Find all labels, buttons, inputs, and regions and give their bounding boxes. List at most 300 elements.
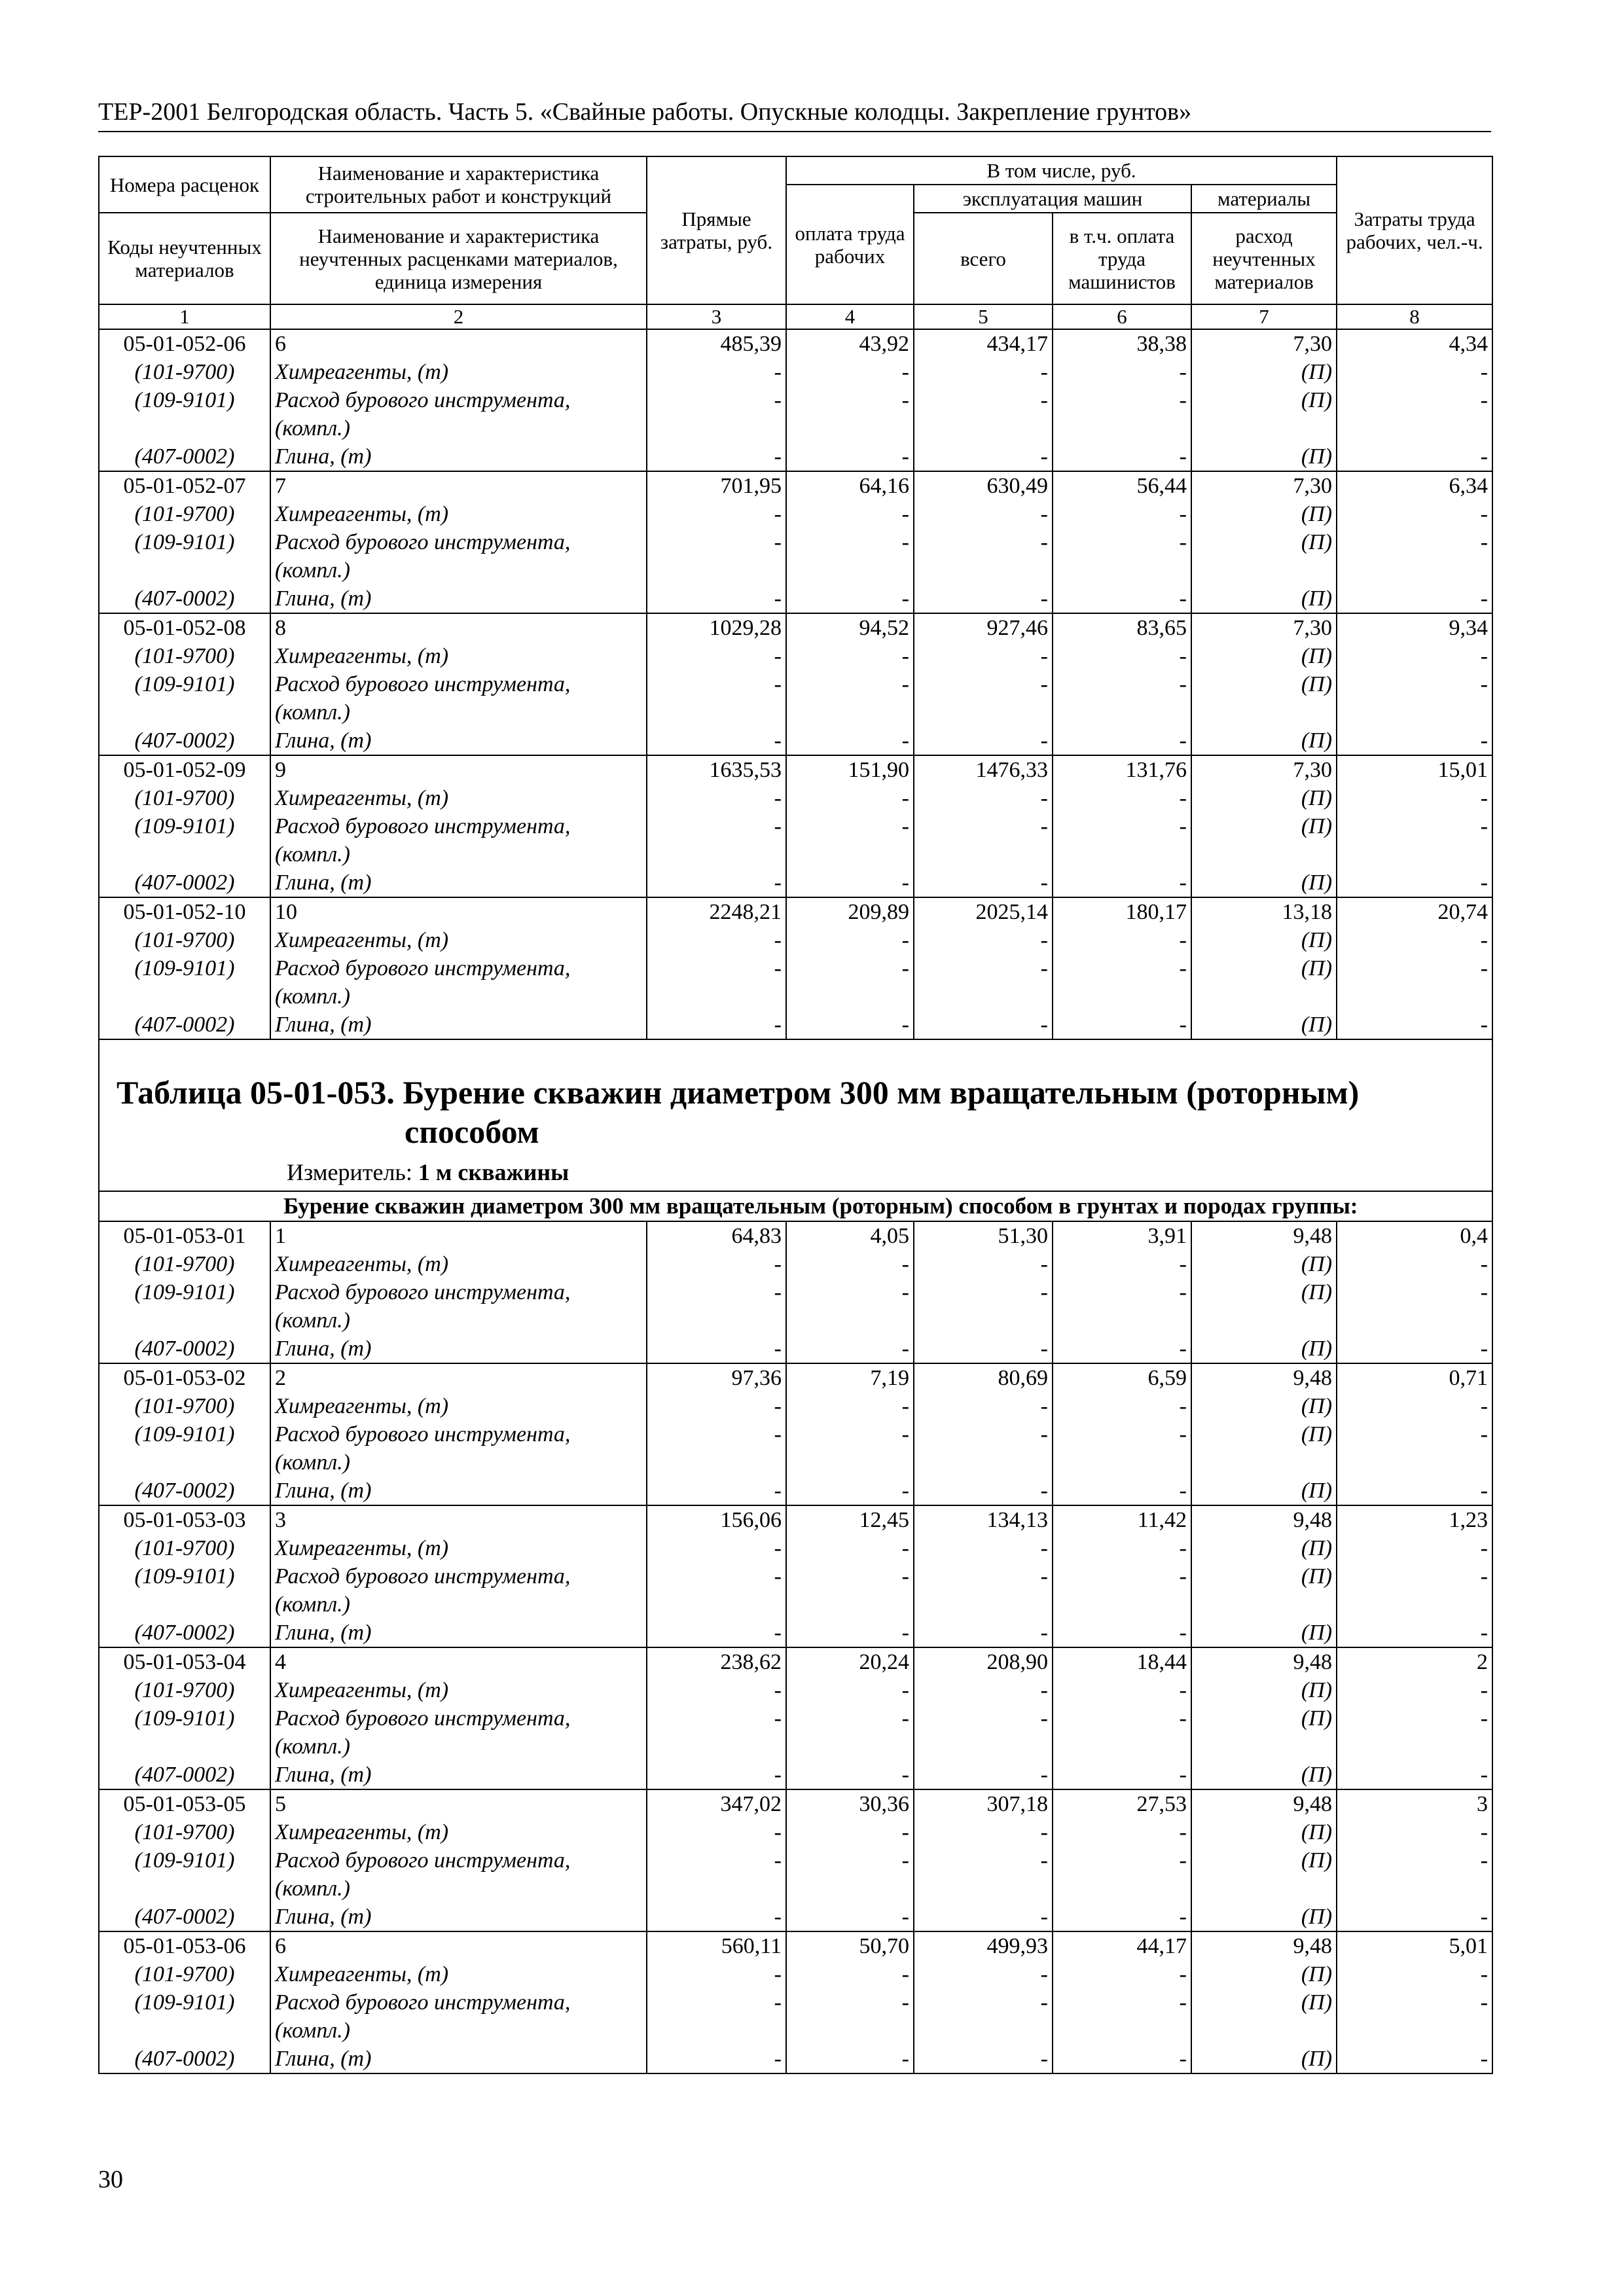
empty-dash: - [1040, 388, 1048, 412]
material-name [270, 1335, 647, 1363]
material-name-line: Химреагенты, (т) [275, 786, 449, 810]
direct-costs [647, 442, 786, 471]
empty-dash: - [774, 2047, 782, 2071]
direct-costs: 1635,53 [647, 755, 786, 784]
direct-costs [647, 528, 786, 584]
material-mark [1191, 869, 1337, 897]
material-row [99, 1676, 1492, 1704]
material-name [270, 869, 647, 897]
empty-dash: - [774, 1536, 782, 1560]
direct-costs [647, 1392, 786, 1420]
material-row [99, 528, 1492, 584]
material-code: (407-0002) [99, 2045, 270, 2073]
empty-dash: - [901, 1678, 909, 1702]
material-name-line: Расход бурового инструмента, [275, 956, 571, 980]
empty-dash: - [901, 1706, 909, 1731]
material-name [270, 642, 647, 670]
column-number: 2 [270, 304, 647, 329]
material-name-line: Химреагенты, (т) [275, 1962, 449, 1986]
empty-dash: - [901, 644, 909, 668]
material-name [270, 386, 647, 442]
machine-total: 2025,14 [914, 897, 1053, 926]
worker-pay: 4,05 [786, 1221, 914, 1250]
material-consumption: 9,48 [1191, 1363, 1337, 1392]
machine-total: 208,90 [914, 1647, 1053, 1676]
direct-costs [647, 1988, 786, 2045]
worker-pay: 7,19 [786, 1363, 914, 1392]
machine-total: 434,17 [914, 329, 1053, 358]
machine-total [914, 1477, 1053, 1505]
operator-pay [1053, 584, 1191, 613]
material-name-line: Химреагенты, (т) [275, 928, 449, 952]
material-name-line: Глина, (т) [275, 728, 372, 753]
material-code: (407-0002) [99, 442, 270, 471]
empty-dash: - [1179, 644, 1187, 668]
material-mark-text: (П) [1301, 1394, 1333, 1418]
material-row [99, 869, 1492, 897]
material-mark [1191, 812, 1337, 869]
operator-pay: 38,38 [1053, 329, 1191, 358]
material-mark-text: (П) [1301, 1678, 1333, 1702]
material-name [270, 1960, 647, 1988]
material-mark-text: (П) [1301, 786, 1333, 810]
empty-dash: - [901, 870, 909, 895]
header-rule [98, 131, 1491, 132]
material-mark-text: (П) [1301, 1962, 1333, 1986]
labor-costs [1337, 812, 1492, 869]
material-row [99, 386, 1492, 442]
labor-costs [1337, 2045, 1492, 2073]
empty-dash: - [1480, 1536, 1489, 1560]
empty-dash: - [1179, 956, 1187, 980]
direct-costs [647, 1676, 786, 1704]
group-title: Бурение скважин диаметром 300 мм вращательным (роторным) способом в грунтах и породах группы: [270, 1191, 1492, 1221]
material-code: (101-9700) [99, 1960, 270, 1988]
operator-pay: 180,17 [1053, 897, 1191, 926]
operator-pay [1053, 1960, 1191, 1988]
empty-dash: - [1480, 1280, 1489, 1304]
operator-pay [1053, 1988, 1191, 2045]
material-consumption: 9,48 [1191, 1221, 1337, 1250]
material-code: (101-9700) [99, 926, 270, 954]
column-number: 6 [1053, 304, 1191, 329]
material-mark [1191, 1960, 1337, 1988]
material-code: (109-9101) [99, 812, 270, 869]
labor-costs [1337, 1250, 1492, 1278]
direct-costs [647, 1562, 786, 1619]
column-number: 1 [99, 304, 270, 329]
material-mark [1191, 1903, 1337, 1931]
empty-dash: - [1480, 502, 1489, 526]
empty-dash: - [774, 1678, 782, 1702]
worker-pay: 50,70 [786, 1931, 914, 1960]
machine-total [914, 1619, 1053, 1647]
empty-dash: - [1040, 1962, 1048, 1986]
labor-costs: 3 [1337, 1789, 1492, 1818]
worker-pay [786, 869, 914, 897]
material-mark [1191, 1420, 1337, 1477]
operator-pay [1053, 1704, 1191, 1761]
machine-total [914, 528, 1053, 584]
rate-code: 05-01-053-04 [99, 1647, 270, 1676]
material-name-line: Глина, (т) [275, 1479, 372, 1503]
material-mark [1191, 584, 1337, 613]
labor-costs [1337, 642, 1492, 670]
empty-dash: - [774, 530, 782, 554]
material-mark [1191, 926, 1337, 954]
material-mark-text: (П) [1301, 1763, 1333, 1787]
material-consumption: 9,48 [1191, 1505, 1337, 1534]
labor-costs [1337, 869, 1492, 897]
empty-dash: - [774, 1706, 782, 1731]
machine-total: 927,46 [914, 613, 1053, 642]
operator-pay [1053, 926, 1191, 954]
material-code: (101-9700) [99, 1250, 270, 1278]
empty-dash: - [1040, 928, 1048, 952]
material-code: (101-9700) [99, 358, 270, 386]
empty-dash: - [1179, 530, 1187, 554]
labor-costs [1337, 386, 1492, 442]
material-mark-text: (П) [1301, 444, 1333, 469]
header-machine-operation: эксплуатация машин [914, 185, 1191, 213]
material-code: (101-9700) [99, 500, 270, 528]
worker-pay [786, 1278, 914, 1335]
material-name-line: (компл.) [275, 700, 350, 725]
material-name-line: (компл.) [275, 2018, 350, 2043]
empty-dash: - [1040, 1536, 1048, 1560]
worker-pay [786, 358, 914, 386]
rate-name: 8 [270, 613, 647, 642]
empty-dash: - [1040, 1621, 1048, 1645]
labor-costs [1337, 1704, 1492, 1761]
page-number: 30 [98, 2166, 123, 2193]
material-mark-text: (П) [1301, 1252, 1333, 1276]
material-name [270, 1761, 647, 1789]
machine-total [914, 1278, 1053, 1335]
material-name [270, 1903, 647, 1931]
labor-costs [1337, 926, 1492, 954]
material-name-line: (компл.) [275, 1450, 350, 1475]
rate-code: 05-01-052-08 [99, 613, 270, 642]
empty-dash: - [774, 644, 782, 668]
rate-row [99, 1505, 1492, 1534]
material-row [99, 584, 1492, 613]
empty-dash: - [774, 1479, 782, 1503]
empty-dash: - [1040, 2047, 1048, 2071]
material-mark [1191, 1988, 1337, 2045]
rate-row [99, 1363, 1492, 1392]
operator-pay [1053, 869, 1191, 897]
direct-costs: 238,62 [647, 1647, 786, 1676]
material-name [270, 1704, 647, 1761]
worker-pay [786, 1534, 914, 1562]
worker-pay: 43,92 [786, 329, 914, 358]
empty-dash: - [1040, 672, 1048, 696]
operator-pay [1053, 670, 1191, 726]
material-row [99, 1335, 1492, 1363]
labor-costs [1337, 670, 1492, 726]
direct-costs [647, 1534, 786, 1562]
labor-costs [1337, 584, 1492, 613]
empty-dash: - [1179, 502, 1187, 526]
rate-code: 05-01-053-03 [99, 1505, 270, 1534]
machine-total [914, 1562, 1053, 1619]
material-mark [1191, 1704, 1337, 1761]
material-mark-text: (П) [1301, 1536, 1333, 1560]
material-mark [1191, 1619, 1337, 1647]
header-rates-number: Номера расценок [99, 156, 270, 213]
machine-total: 134,13 [914, 1505, 1053, 1534]
column-number: 3 [647, 304, 786, 329]
operator-pay [1053, 386, 1191, 442]
material-name-line: Глина, (т) [275, 586, 372, 611]
labor-costs: 0,71 [1337, 1363, 1492, 1392]
machine-total [914, 869, 1053, 897]
labor-costs [1337, 1676, 1492, 1704]
empty-dash: - [901, 1990, 909, 2015]
header-labor-costs: Затраты труда рабочих, чел.-ч. [1337, 156, 1492, 304]
direct-costs [647, 726, 786, 755]
empty-dash: - [1040, 502, 1048, 526]
worker-pay: 209,89 [786, 897, 914, 926]
material-name-line: Глина, (т) [275, 2047, 372, 2071]
rate-code: 05-01-053-05 [99, 1789, 270, 1818]
material-code: (109-9101) [99, 670, 270, 726]
material-mark-text: (П) [1301, 870, 1333, 895]
material-mark [1191, 642, 1337, 670]
material-mark-text: (П) [1301, 644, 1333, 668]
material-name-line: (компл.) [275, 1308, 350, 1333]
empty-dash: - [1179, 1905, 1187, 1929]
labor-costs [1337, 1392, 1492, 1420]
material-code: (109-9101) [99, 1562, 270, 1619]
material-consumption: 7,30 [1191, 613, 1337, 642]
machine-total [914, 812, 1053, 869]
material-mark-text: (П) [1301, 814, 1333, 838]
material-name-line: Расход бурового инструмента, [275, 530, 571, 554]
material-name-line: Химреагенты, (т) [275, 1394, 449, 1418]
material-row [99, 358, 1492, 386]
direct-costs: 156,06 [647, 1505, 786, 1534]
material-name-line: Химреагенты, (т) [275, 1252, 449, 1276]
empty-dash: - [1179, 1678, 1187, 1702]
worker-pay [786, 2045, 914, 2073]
operator-pay [1053, 528, 1191, 584]
material-consumption: 7,30 [1191, 755, 1337, 784]
labor-costs [1337, 1818, 1492, 1846]
machine-total [914, 1818, 1053, 1846]
empty-dash: - [774, 1336, 782, 1361]
material-mark [1191, 954, 1337, 1011]
machine-total [914, 1846, 1053, 1903]
labor-costs: 6,34 [1337, 471, 1492, 500]
material-mark-text: (П) [1301, 530, 1333, 554]
machine-total [914, 358, 1053, 386]
operator-pay [1053, 1562, 1191, 1619]
empty-dash: - [1480, 1990, 1489, 2015]
empty-dash: - [774, 388, 782, 412]
empty-dash: - [1480, 672, 1489, 696]
rate-name: 2 [270, 1363, 647, 1392]
material-name-line: Расход бурового инструмента, [275, 672, 571, 696]
material-code: (109-9101) [99, 528, 270, 584]
material-row [99, 442, 1492, 471]
direct-costs [647, 1420, 786, 1477]
material-mark [1191, 1392, 1337, 1420]
material-row [99, 784, 1492, 812]
labor-costs [1337, 1960, 1492, 1988]
material-mark-text: (П) [1301, 1621, 1333, 1645]
operator-pay: 131,76 [1053, 755, 1191, 784]
rate-code: 05-01-053-01 [99, 1221, 270, 1250]
empty-dash: - [774, 1820, 782, 1844]
machine-total [914, 1420, 1053, 1477]
labor-costs [1337, 784, 1492, 812]
direct-costs [647, 812, 786, 869]
empty-dash: - [901, 672, 909, 696]
material-name [270, 584, 647, 613]
material-row [99, 1278, 1492, 1335]
direct-costs: 347,02 [647, 1789, 786, 1818]
machine-total [914, 1676, 1053, 1704]
labor-costs [1337, 1011, 1492, 1039]
material-code: (101-9700) [99, 1818, 270, 1846]
empty-dash: - [774, 1621, 782, 1645]
machine-total [914, 1392, 1053, 1420]
material-row [99, 1420, 1492, 1477]
direct-costs [647, 1011, 786, 1039]
empty-dash: - [1179, 1013, 1187, 1037]
rate-name: 5 [270, 1789, 647, 1818]
empty-dash: - [901, 1536, 909, 1560]
material-name [270, 1278, 647, 1335]
empty-dash: - [1040, 530, 1048, 554]
worker-pay [786, 926, 914, 954]
empty-dash: - [1179, 1763, 1187, 1787]
empty-dash: - [774, 1422, 782, 1446]
empty-dash: - [1480, 1479, 1489, 1503]
empty-dash: - [1480, 870, 1489, 895]
empty-dash: - [1040, 728, 1048, 753]
operator-pay: 83,65 [1053, 613, 1191, 642]
empty-dash: - [774, 1394, 782, 1418]
machine-total [914, 1250, 1053, 1278]
empty-dash: - [1179, 1479, 1187, 1503]
material-code: (407-0002) [99, 1011, 270, 1039]
machine-total [914, 386, 1053, 442]
operator-pay [1053, 812, 1191, 869]
material-name [270, 1846, 647, 1903]
material-code: (101-9700) [99, 1392, 270, 1420]
empty-dash: - [1040, 1706, 1048, 1731]
empty-dash: - [901, 586, 909, 611]
empty-dash: - [1480, 1763, 1489, 1787]
material-mark [1191, 442, 1337, 471]
direct-costs: 2248,21 [647, 897, 786, 926]
material-code: (109-9101) [99, 1988, 270, 2045]
direct-costs: 560,11 [647, 1931, 786, 1960]
empty-dash: - [901, 1280, 909, 1304]
worker-pay: 30,36 [786, 1789, 914, 1818]
empty-dash: - [774, 586, 782, 611]
labor-costs [1337, 1619, 1492, 1647]
empty-dash: - [1040, 1252, 1048, 1276]
material-code: (101-9700) [99, 784, 270, 812]
rate-code: 05-01-052-07 [99, 471, 270, 500]
material-mark-text: (П) [1301, 586, 1333, 611]
material-row [99, 954, 1492, 1011]
operator-pay [1053, 1846, 1191, 1903]
rate-row [99, 613, 1492, 642]
empty-dash: - [1040, 586, 1048, 611]
material-mark-text: (П) [1301, 1336, 1333, 1361]
material-name-line: Расход бурового инструмента, [275, 1706, 571, 1731]
empty-dash: - [1480, 644, 1489, 668]
material-name [270, 1011, 647, 1039]
material-mark [1191, 1761, 1337, 1789]
empty-dash: - [1179, 1990, 1187, 2015]
material-consumption: 9,48 [1191, 1789, 1337, 1818]
material-consumption: 9,48 [1191, 1931, 1337, 1960]
empty-dash: - [1480, 928, 1489, 952]
material-code: (109-9101) [99, 1278, 270, 1335]
rate-name: 3 [270, 1505, 647, 1534]
empty-dash: - [901, 1252, 909, 1276]
empty-dash: - [1480, 728, 1489, 753]
rate-code: 05-01-052-06 [99, 329, 270, 358]
material-row [99, 500, 1492, 528]
material-mark-text: (П) [1301, 672, 1333, 696]
column-number: 4 [786, 304, 914, 329]
material-code: (407-0002) [99, 726, 270, 755]
material-name [270, 1818, 647, 1846]
header-machine-total: всего [914, 213, 1053, 304]
column-numbers-row [99, 304, 1492, 329]
worker-pay [786, 442, 914, 471]
material-name-line: Расход бурового инструмента, [275, 814, 571, 838]
material-name [270, 670, 647, 726]
material-name-line: Химреагенты, (т) [275, 644, 449, 668]
material-name [270, 726, 647, 755]
empty-dash: - [1179, 1564, 1187, 1588]
empty-dash: - [1040, 1905, 1048, 1929]
empty-dash: - [1179, 1422, 1187, 1446]
empty-dash: - [774, 1962, 782, 1986]
material-row [99, 1960, 1492, 1988]
worker-pay [786, 642, 914, 670]
header-material-codes: Коды неучтенных материалов [99, 213, 270, 304]
table-section-052 [99, 329, 1492, 1039]
rate-name: 6 [270, 329, 647, 358]
group-title-row [99, 1191, 1492, 1221]
material-mark [1191, 1676, 1337, 1704]
empty-dash: - [1179, 928, 1187, 952]
worker-pay [786, 1011, 914, 1039]
empty-dash: - [1480, 1336, 1489, 1361]
material-name-line: (компл.) [275, 1734, 350, 1759]
direct-costs [647, 1761, 786, 1789]
material-mark-text: (П) [1301, 1013, 1333, 1037]
material-row [99, 1903, 1492, 1931]
rate-code: 05-01-053-02 [99, 1363, 270, 1392]
machine-total [914, 1335, 1053, 1363]
empty-dash: - [774, 1905, 782, 1929]
material-mark [1191, 1335, 1337, 1363]
material-mark-text: (П) [1301, 1820, 1333, 1844]
column-number: 7 [1191, 304, 1337, 329]
rate-name: 6 [270, 1931, 647, 1960]
measure-label: Измеритель: [287, 1159, 412, 1185]
